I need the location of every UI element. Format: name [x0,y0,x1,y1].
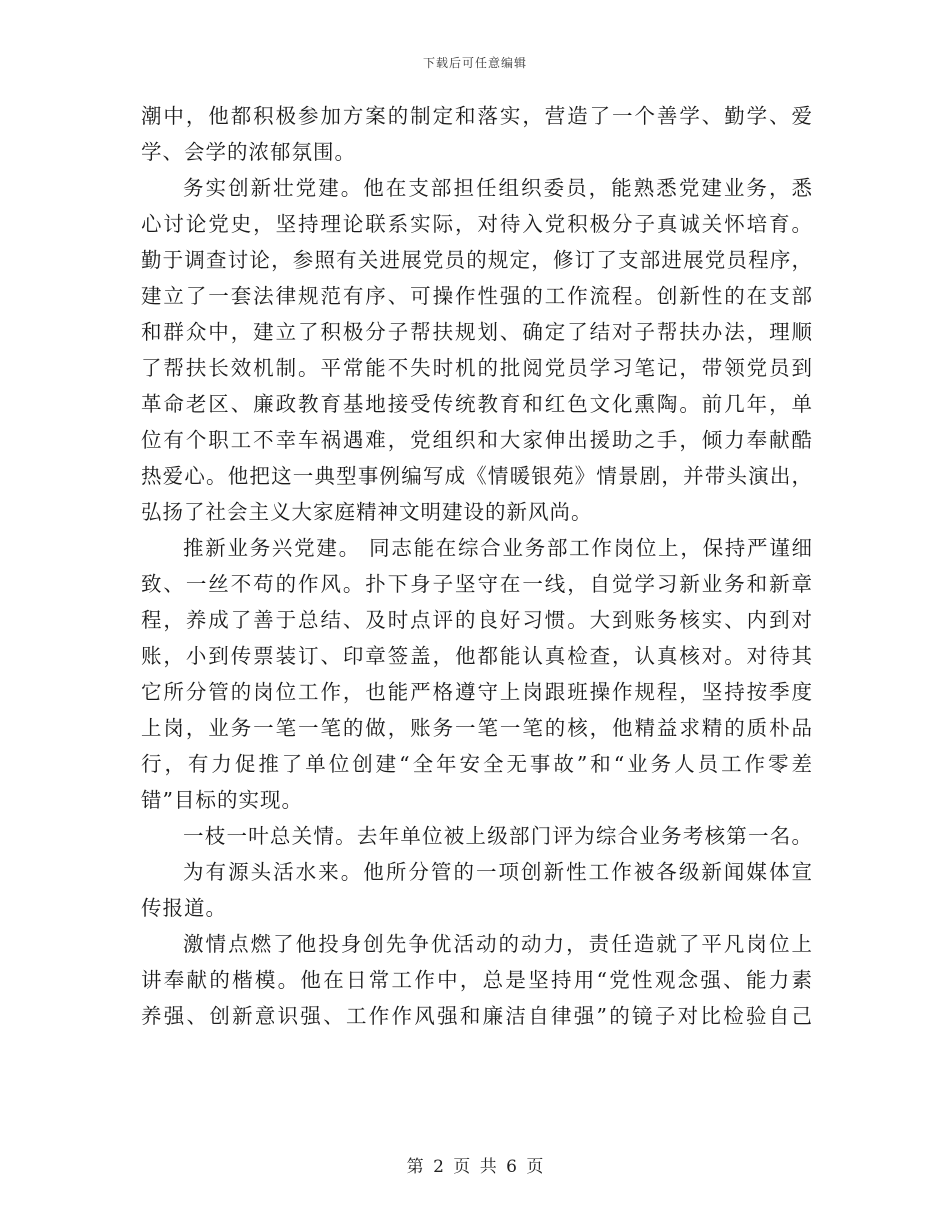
text-line: 讲奉献的楷模。他在日常工作中，总是坚持用“党性观念强、能力素 [141,968,813,992]
text-line: 勤于调查讨论，参照有关进展党员的规定，修订了支部进展党员程序， [141,248,813,272]
text-line: 了帮扶长效机制。平常能不失时机的批阅党员学习笔记，带领党员到 [141,356,813,380]
text-line: 程，养成了善于总结、及时点评的良好习惯。大到账务核实、内到对 [141,608,813,632]
page-number: 第 2 页 共 6 页 [406,1157,544,1177]
page-header-note: 下载后可任意编辑 [422,56,527,70]
text-line: 热爱心。他把这一典型事例编写成《情暖银苑》情景剧，并带头演出， [141,464,813,488]
text-line: 它所分管的岗位工作，也能严格遵守上岗跟班操作规程，坚持按季度 [141,680,813,704]
text-line: 潮中，他都积极参加方案的制定和落实，营造了一个善学、勤学、爱 [141,104,813,128]
text-line: 务实创新壮党建。他在支部担任组织委员，能熟悉党建业务，悉 [183,176,813,200]
text-line: 行，有力促推了单位创建“全年安全无事故”和“业务人员工作零差 [141,752,813,776]
text-line: 传报道。 [141,896,227,920]
text-line: 弘扬了社会主义大家庭精神文明建设的新风尚。 [141,500,593,524]
text-line: 学、会学的浓郁氛围。 [141,140,356,164]
text-line: 账，小到传票装订、印章签盖，他都能认真检查，认真核对。对待其 [141,644,813,668]
text-line: 革命老区、廉政教育基地接受传统教育和红色文化熏陶。前几年，单 [141,392,813,416]
text-line: 错”目标的实现。 [141,788,303,812]
text-line: 养强、创新意识强、工作作风强和廉洁自律强”的镜子对比检验自己 [141,1004,813,1028]
text-line: 推新业务兴党建。 同志能在综合业务部工作岗位上，保持严谨细 [183,536,813,560]
text-line: 为有源头活水来。他所分管的一项创新性工作被各级新闻媒体宣 [183,860,813,884]
text-line: 位有个职工不幸车祸遇难，党组织和大家伸出援助之手，倾力奉献酷 [141,428,813,452]
text-line: 一枝一叶总关情。去年单位被上级部门评为综合业务考核第一名。 [183,824,813,848]
text-line: 和群众中，建立了积极分子帮扶规划、确定了结对子帮扶办法，理顺 [141,320,813,344]
text-line: 致、一丝不苟的作风。扑下身子坚守在一线，自觉学习新业务和新章 [141,572,813,596]
document-body [141,98,813,1034]
text-line: 心讨论党史，坚持理论联系实际，对待入党积极分子真诚关怀培育。 [141,212,813,236]
text-line: 上岗，业务一笔一笔的做，账务一笔一笔的核，他精益求精的质朴品 [141,716,813,740]
text-line: 建立了一套法律规范有序、可操作性强的工作流程。创新性的在支部 [141,284,813,308]
text-line: 激情点燃了他投身创先争优活动的动力，责任造就了平凡岗位上 [183,932,813,956]
